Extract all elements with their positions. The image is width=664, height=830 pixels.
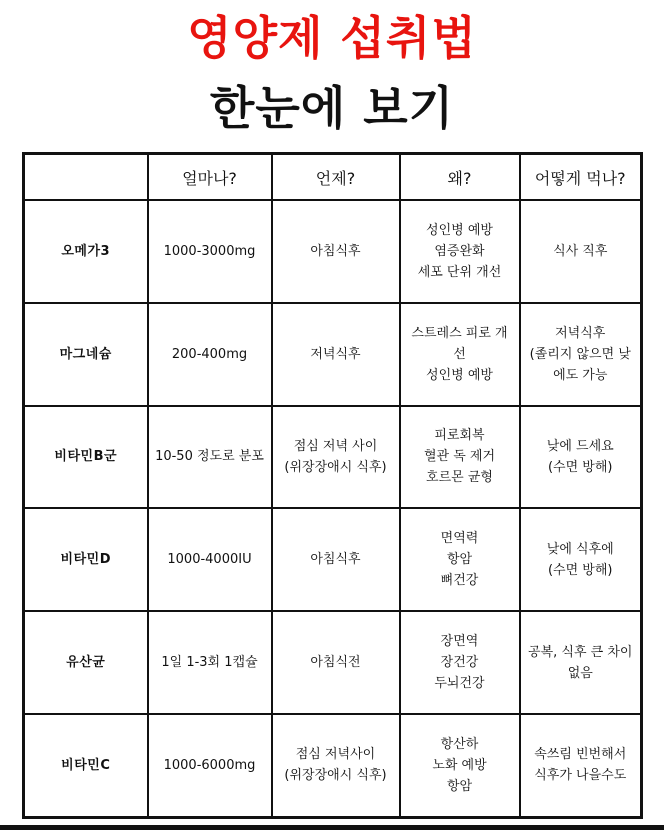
- why-cell: [400, 303, 520, 406]
- amount-cell: [148, 200, 272, 303]
- table-row: [24, 303, 642, 406]
- cell-line: 식후가 나을수도: [534, 768, 627, 784]
- header-when: 언제?: [272, 154, 400, 201]
- when-cell: [272, 508, 400, 611]
- header-amount: 얼마나?: [148, 154, 272, 201]
- header-why: 왜?: [400, 154, 520, 201]
- how-cell: [520, 303, 642, 406]
- cell-line: (위장장애시 식후): [284, 459, 387, 475]
- bottom-divider: [0, 825, 664, 830]
- cell-line: 노화 예방: [432, 757, 487, 773]
- table-row: [24, 406, 642, 509]
- cell-line: 면역력: [440, 531, 479, 547]
- cell-line: 에도 가능: [553, 367, 608, 383]
- how-cell: [520, 714, 642, 818]
- how-cell: [520, 508, 642, 611]
- cell-line: 없음: [567, 665, 593, 681]
- amount-cell: [148, 611, 272, 714]
- cell-line: 항암: [446, 552, 473, 568]
- cell-line: 10-50 정도로 분포: [155, 449, 264, 465]
- cell-line: 세포 단위 개선: [417, 264, 502, 280]
- cell-line: (위장장애시 식후): [284, 768, 387, 784]
- cell-line: 1000-4000IU: [167, 552, 252, 568]
- amount-cell: [148, 714, 272, 818]
- header-how: 어떻게 먹나?: [520, 154, 642, 201]
- why-cell: [400, 406, 520, 509]
- cell-line: 항암: [446, 778, 473, 794]
- cell-line: 점심 저녁사이: [295, 747, 376, 763]
- when-cell: [272, 406, 400, 509]
- supplement-name: 비타민D: [24, 508, 148, 611]
- when-cell: [272, 714, 400, 818]
- table-row: [24, 200, 642, 303]
- supplement-name: 오메가3: [24, 200, 148, 303]
- supplement-table: [22, 152, 643, 819]
- cell-line: 점심 저녁 사이: [293, 438, 378, 454]
- why-cell: [400, 714, 520, 818]
- cell-line: (졸리지 않으면 낮: [529, 346, 631, 362]
- cell-line: 1일 1-3회 1캡슐: [161, 655, 258, 671]
- supplement-name: 마그네슘: [24, 303, 148, 406]
- table-row: [24, 714, 642, 818]
- cell-line: 공복, 식후 큰 차이: [528, 644, 633, 660]
- why-cell: [400, 200, 520, 303]
- cell-line: 장건강: [440, 655, 479, 671]
- amount-cell: [148, 508, 272, 611]
- cell-line: 저녁식후: [555, 325, 606, 341]
- cell-line: 선: [453, 346, 466, 362]
- cell-line: 피로회복: [434, 428, 485, 444]
- table-row: [24, 508, 642, 611]
- when-cell: [272, 303, 400, 406]
- supplement-name: 유산균: [24, 611, 148, 714]
- when-cell: [272, 611, 400, 714]
- when-cell: [272, 200, 400, 303]
- table-row: [24, 611, 642, 714]
- how-cell: [520, 406, 642, 509]
- cell-line: 1000-3000mg: [163, 243, 256, 259]
- cell-line: 속쓰림 빈번해서: [534, 747, 627, 763]
- cell-line: 아침식전: [310, 655, 361, 671]
- cell-line: 호르몬 균형: [426, 470, 493, 486]
- cell-line: 식사 직후: [553, 243, 608, 259]
- cell-line: (수면 방해): [547, 562, 613, 578]
- cell-line: 낮에 드세요: [546, 438, 614, 454]
- cell-line: (수면 방해): [547, 459, 613, 475]
- header-empty-cell: [24, 154, 148, 201]
- how-cell: [520, 200, 642, 303]
- title-line-2: 한눈에 보기: [209, 81, 455, 135]
- how-cell: [520, 611, 642, 714]
- cell-line: 염증완화: [434, 243, 485, 259]
- title-line-1: 영양제 섭취법: [187, 11, 477, 65]
- cell-line: 저녁식후: [310, 346, 361, 362]
- why-cell: [400, 508, 520, 611]
- cell-line: 뼈건강: [440, 573, 479, 589]
- cell-line: 두뇌건강: [434, 676, 485, 692]
- cell-line: 혈관 독 제거: [423, 449, 496, 465]
- amount-cell: [148, 303, 272, 406]
- supplement-name: 비타민B군: [24, 406, 148, 509]
- table-header-row: [24, 154, 642, 201]
- cell-line: 장면역: [440, 634, 479, 650]
- cell-line: 아침식후: [310, 552, 361, 568]
- cell-line: 낮에 식후에: [546, 541, 614, 557]
- cell-line: 성인병 예방: [426, 367, 493, 383]
- amount-cell: [148, 406, 272, 509]
- cell-line: 아침식후: [310, 243, 361, 259]
- cell-line: 200-400mg: [171, 346, 248, 362]
- why-cell: [400, 611, 520, 714]
- cell-line: 스트레스 피로 개: [411, 325, 508, 341]
- supplement-name: 비타민C: [24, 714, 148, 818]
- cell-line: 1000-6000mg: [163, 757, 256, 773]
- cell-line: 항산하: [440, 736, 479, 752]
- cell-line: 성인병 예방: [426, 222, 493, 238]
